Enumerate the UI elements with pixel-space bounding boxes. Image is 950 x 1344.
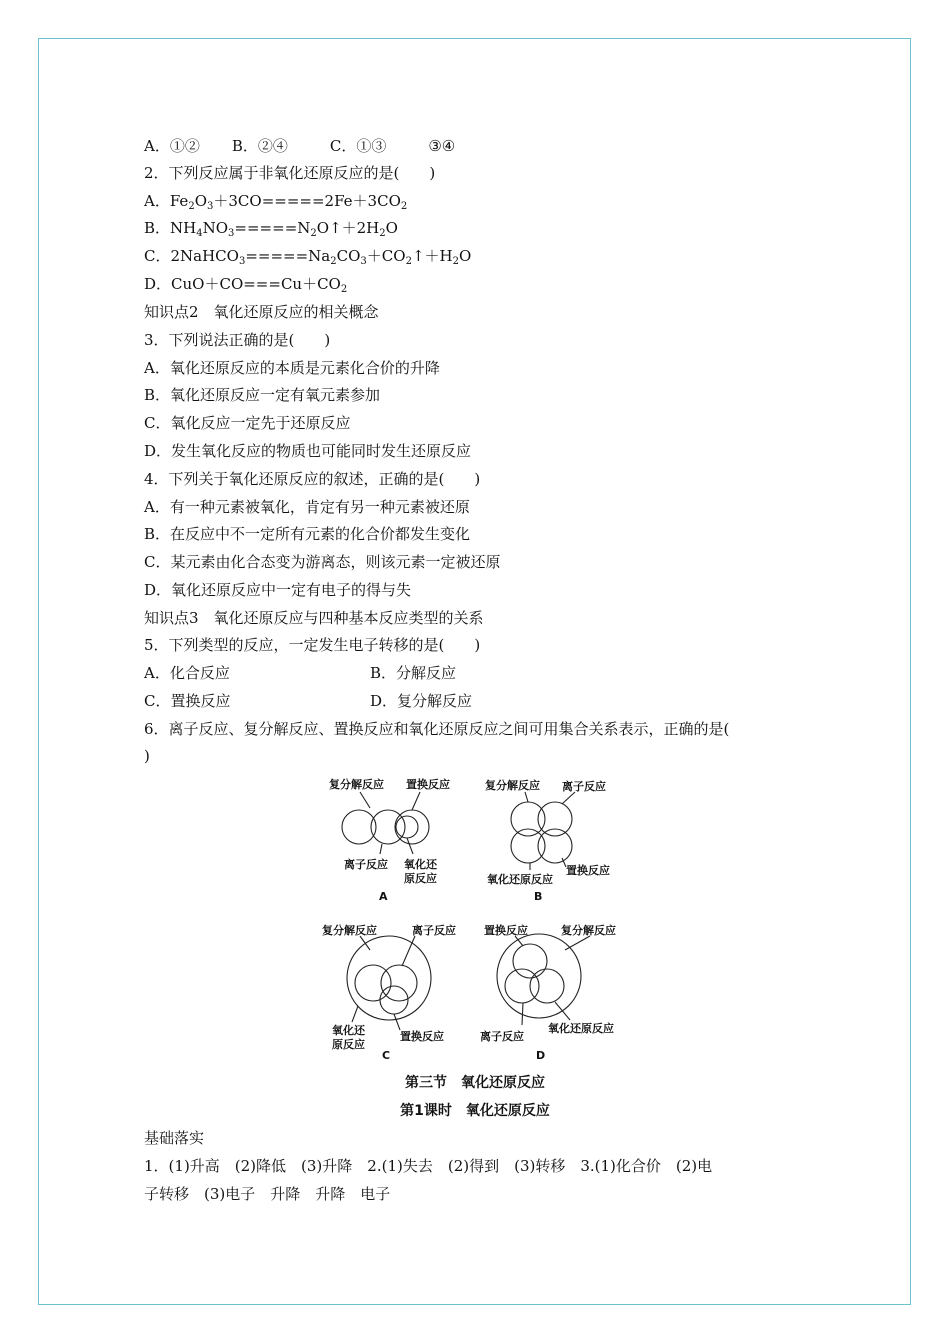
venn-a-label-lizi: 离子反应 — [344, 858, 388, 871]
venn-d-label-fufenjie: 复分解反应 — [561, 924, 616, 937]
q2-option-a: A．$Fe_2O_3+3CO=====2Fe+3CO_2$ — [144, 192, 408, 212]
q2-stem: 2．下列反应属于非氧化还原反应的是( ) — [144, 164, 436, 182]
answers-heading: 基础落实 — [144, 1129, 205, 1147]
venn-c-label-yanghua-1: 氧化还 — [332, 1024, 365, 1037]
q3-stem: 3．下列说法正确的是( ) — [144, 331, 331, 349]
q5-stem: 5．下列类型的反应，一定发生电子转移的是( ) — [144, 636, 481, 654]
venn-b-label-fufenjie: 复分解反应 — [485, 779, 540, 792]
q3-option-a: A．氧化还原反应的本质是元素化合价的升降 — [144, 359, 440, 377]
q4-option-c: C．某元素由化合态变为游离态，则该元素一定被还原 — [144, 553, 501, 571]
venn-panel-d — [497, 934, 590, 1025]
q5-options-row1 — [144, 663, 457, 683]
venn-a-label-zhihuan: 置换反应 — [406, 778, 450, 791]
venn-c-label-zhihuan: 置换反应 — [400, 1030, 444, 1043]
q4-stem: 4．下列关于氧化还原反应的叙述，正确的是( ) — [144, 470, 481, 488]
venn-a-label-fufenjie: 复分解反应 — [329, 778, 384, 791]
q1-options — [144, 136, 455, 156]
venn-d-label-zhihuan: 置换反应 — [484, 924, 528, 937]
venn-figure — [300, 770, 660, 1070]
q5-option-b: B．分解反应 — [370, 664, 457, 682]
venn-a-label-yanghua-2: 原反应 — [404, 872, 437, 885]
q3-option-d: D．发生氧化反应的物质也可能同时发生还原反应 — [144, 442, 472, 460]
section-title: 第三节 氧化还原反应 — [405, 1075, 545, 1091]
q5-options-row2 — [144, 691, 473, 711]
venn-c-label-yanghua-2: 原反应 — [332, 1038, 365, 1051]
q5-option-a: A．化合反应 — [144, 664, 230, 682]
knowledge-point-3: 知识点3 氧化还原反应与四种基本反应类型的关系 — [144, 609, 484, 627]
venn-d-label-yanghua: 氧化还原反应 — [548, 1022, 614, 1035]
venn-panel-b — [511, 792, 575, 870]
q6-stem-line2: ) — [144, 747, 150, 765]
venn-panel-letter-a: A — [379, 890, 388, 903]
venn-b-label-zhihuan: 置换反应 — [566, 864, 610, 877]
q3-option-b: B．氧化还原反应一定有氧元素参加 — [144, 386, 381, 404]
answers-line-2: 子转移 (3)电子 升降 升降 电子 — [144, 1185, 391, 1203]
q2-option-b: B．$NH_4NO_3=====N_2O↑+2H_2O$ — [144, 219, 398, 239]
q1-option-b: B．②④ — [231, 137, 288, 155]
q2-option-d: D．$CuO+CO===Cu+CO_2$ — [144, 275, 348, 295]
venn-panel-letter-d: D — [536, 1049, 546, 1062]
answers-line-1: 1．(1)升高 (2)降低 (3)升降 2.(1)失去 (2)得到 (3)转移 3.(1)化合价 (2)电 — [144, 1157, 713, 1175]
q1-option-c: C．①③ — [329, 137, 387, 155]
venn-a-label-yanghua-1: 氧化还 — [404, 858, 437, 871]
lesson-title: 第1课时 氧化还原反应 — [400, 1103, 550, 1119]
venn-b-label-lizi: 离子反应 — [562, 780, 606, 793]
q5-option-d: D．复分解反应 — [370, 692, 473, 710]
venn-b-label-yanghua: 氧化还原反应 — [487, 873, 553, 886]
venn-panel-letter-b: B — [534, 890, 543, 903]
venn-panel-c — [347, 936, 431, 1030]
q2-option-c: C．$2NaHCO_3=====Na_2CO_3+CO_2↑+H_2O$ — [144, 247, 472, 267]
venn-c-label-fufenjie: 复分解反应 — [322, 924, 377, 937]
venn-panel-letter-c: C — [382, 1049, 391, 1062]
q1-option-d: ③④ — [428, 137, 456, 155]
venn-d-label-lizi: 离子反应 — [480, 1030, 524, 1043]
q4-option-d: D．氧化还原反应中一定有电子的得与失 — [144, 581, 412, 599]
q3-option-c: C．氧化反应一定先于还原反应 — [144, 414, 351, 432]
knowledge-point-2: 知识点2 氧化还原反应的相关概念 — [144, 303, 379, 321]
venn-c-label-lizi: 离子反应 — [412, 924, 456, 937]
venn-panel-a — [342, 792, 429, 854]
q6-stem-line1: 6．离子反应、复分解反应、置换反应和氧化还原反应之间可用集合关系表示，正确的是( — [144, 720, 730, 738]
q4-option-b: B．在反应中不一定所有元素的化合价都发生变化 — [144, 525, 471, 543]
q5-option-c: C．置换反应 — [144, 692, 231, 710]
q1-option-a: A．①② — [144, 137, 200, 155]
q4-option-a: A．有一种元素被氧化，肯定有另一种元素被还原 — [144, 498, 470, 516]
